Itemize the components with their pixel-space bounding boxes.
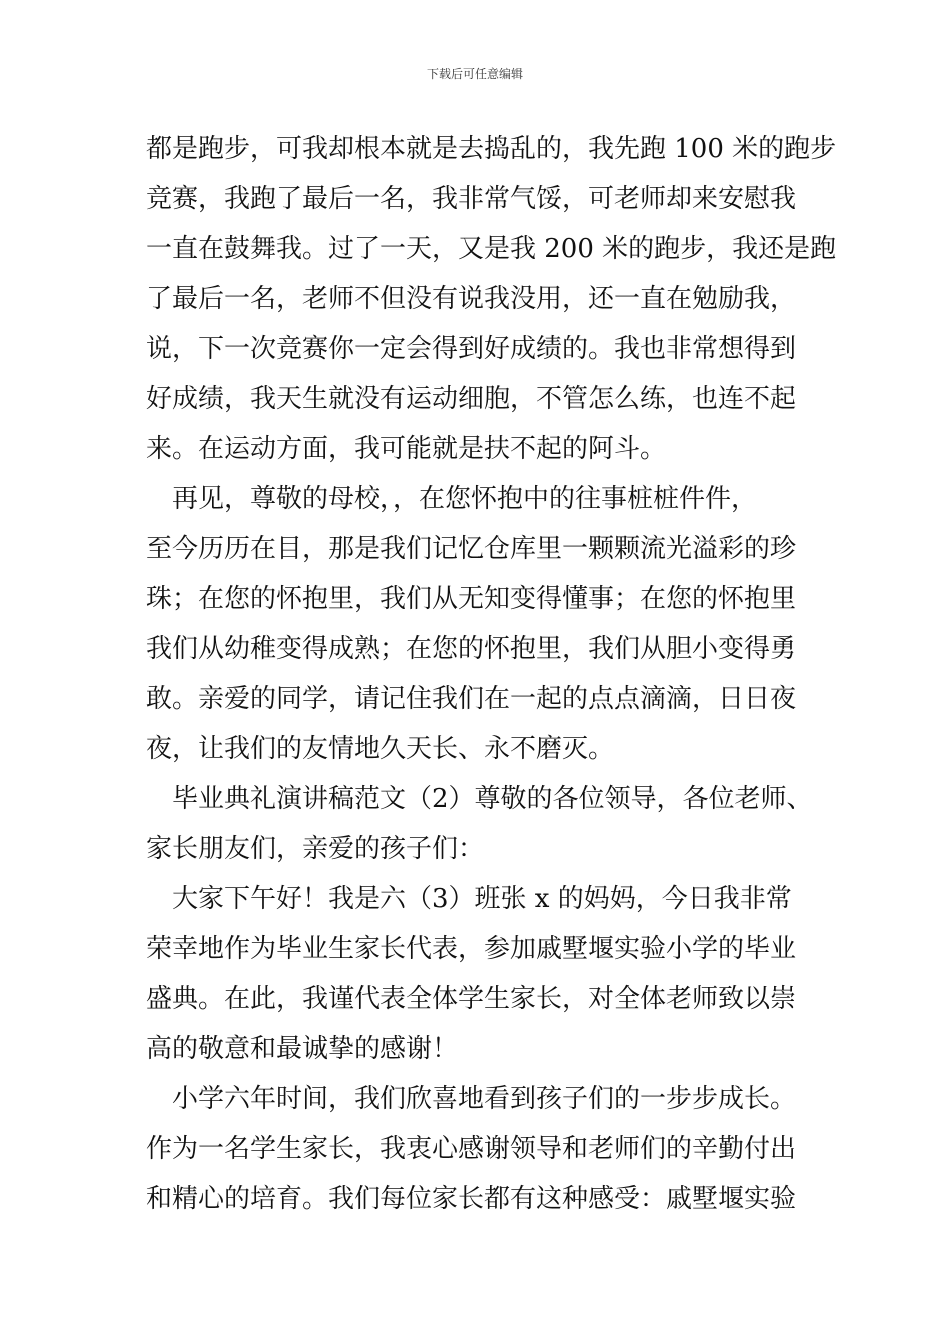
text-line: 夜，让我们的友情地久天长、永不磨灭。 bbox=[146, 734, 615, 764]
text-line: 作为一名学生家长，我衷心感谢领导和老师们的辛勤付出 bbox=[146, 1134, 797, 1164]
text-line: 高的敬意和最诚挚的感谢！ bbox=[146, 1034, 459, 1064]
document-body bbox=[146, 124, 837, 1224]
text-line: 来。在运动方面，我可能就是扶不起的阿斗。 bbox=[146, 434, 667, 464]
text-line: 了最后一名，老师不但没有说我没用，还一直在勉励我， bbox=[146, 284, 797, 314]
text-line: 至今历历在目，那是我们记忆仓库里一颗颗流光溢彩的珍 bbox=[146, 534, 797, 564]
text-line: 家长朋友们，亲爱的孩子们： bbox=[146, 834, 485, 864]
text-line: 敢。亲爱的同学，请记住我们在一起的点点滴滴，日日夜 bbox=[146, 684, 797, 714]
text-line: 盛典。在此，我谨代表全体学生家长，对全体老师致以崇 bbox=[146, 984, 797, 1014]
text-line: 好成绩，我天生就没有运动细胞，不管怎么练，也连不起 bbox=[146, 384, 797, 414]
page-header-caption: 下载后可任意编辑 bbox=[426, 67, 523, 81]
text-line: 毕业典礼演讲稿范文（2）尊敬的各位领导，各位老师、 bbox=[146, 784, 813, 814]
text-line: 说，下一次竞赛你一定会得到好成绩的。我也非常想得到 bbox=[146, 334, 797, 364]
text-line: 荣幸地作为毕业生家长代表，参加戚墅堰实验小学的毕业 bbox=[146, 934, 797, 964]
text-line: 一直在鼓舞我。过了一天，又是我 200 米的跑步，我还是跑 bbox=[146, 234, 837, 264]
text-line: 小学六年时间，我们欣喜地看到孩子们的一步步成长。 bbox=[146, 1084, 797, 1114]
text-line: 和精心的培育。我们每位家长都有这种感受：戚墅堰实验 bbox=[146, 1184, 797, 1214]
text-line: 大家下午好！我是六（3）班张 x 的妈妈，今日我非常 bbox=[146, 884, 792, 914]
text-line: 我们从幼稚变得成熟；在您的怀抱里，我们从胆小变得勇 bbox=[146, 634, 797, 664]
text-line: 都是跑步，可我却根本就是去捣乱的，我先跑 100 米的跑步 bbox=[146, 134, 837, 164]
text-line: 珠；在您的怀抱里，我们从无知变得懂事；在您的怀抱里 bbox=[146, 584, 797, 614]
text-line: 竞赛，我跑了最后一名，我非常气馁，可老师却来安慰我 bbox=[146, 184, 797, 214]
text-line: 再见，尊敬的母校，，在您怀抱中的往事桩桩件件， bbox=[146, 484, 758, 514]
